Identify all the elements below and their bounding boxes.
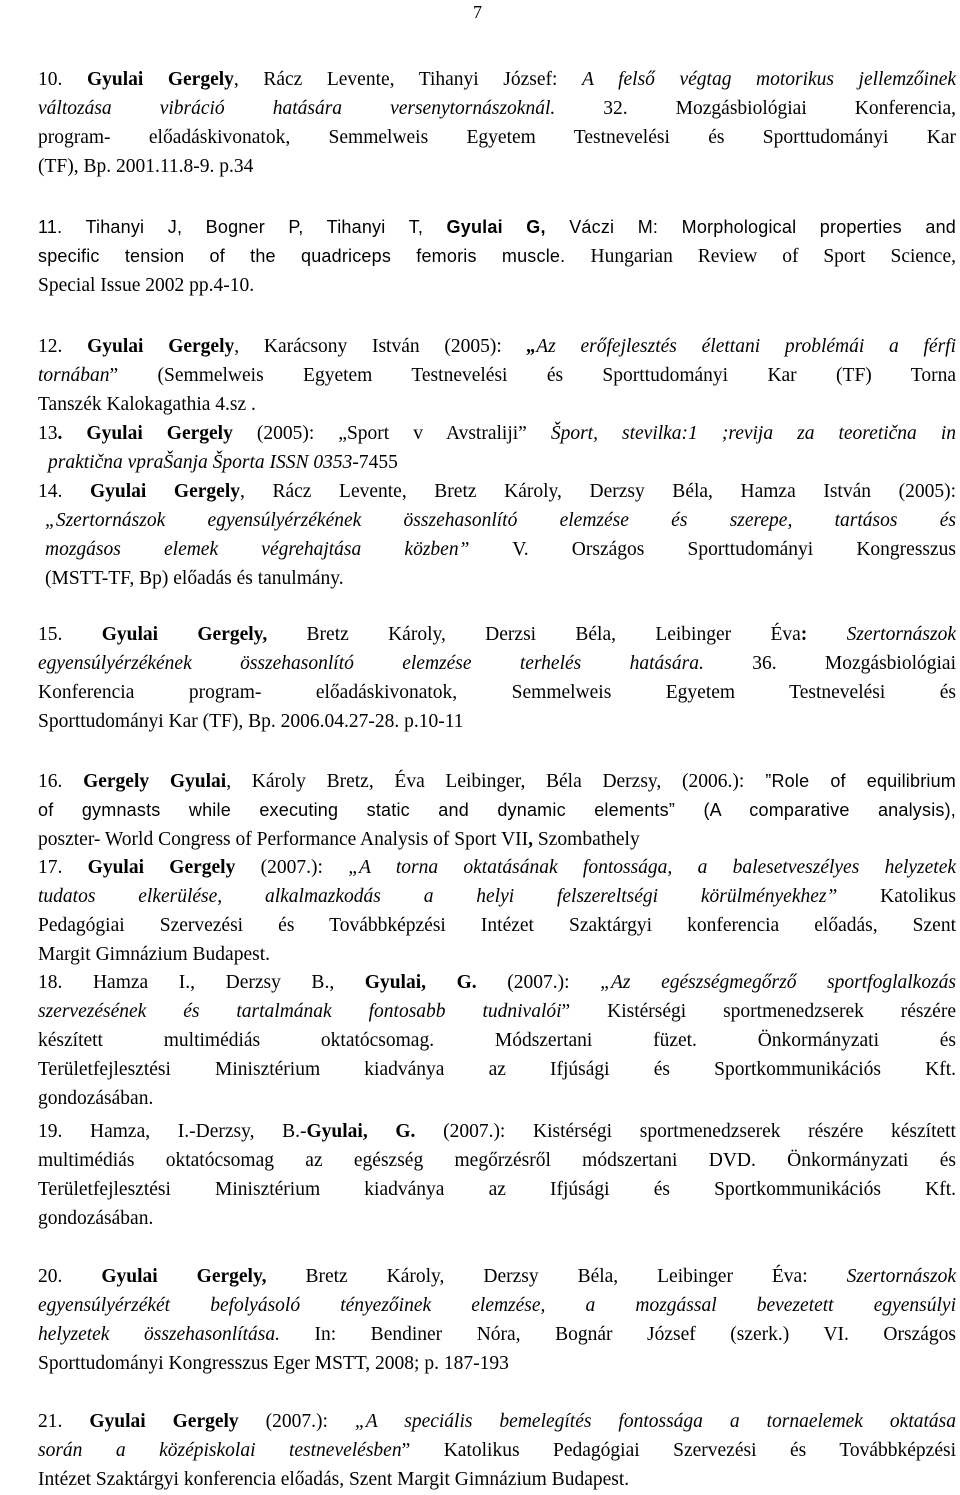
reference-line xyxy=(38,825,956,854)
reference-line xyxy=(38,1175,956,1204)
reference-line xyxy=(38,1204,956,1233)
reference-line xyxy=(38,649,956,678)
reference-entry xyxy=(38,213,956,300)
text-run: 20. xyxy=(38,1266,102,1287)
text-run: „Szertornászok egyensúlyérzékének összehasonlító elemzése és szerepe, tartásos és xyxy=(45,510,956,531)
text-run: Gergely Gyulai xyxy=(83,771,227,792)
text-run: (2007.): Kistérségi sportmenedzserek részére készített xyxy=(415,1121,956,1142)
text-run: Gyulai Gergely, xyxy=(101,624,268,645)
reference-line xyxy=(38,213,956,242)
reference-line xyxy=(38,419,956,448)
reference-line xyxy=(38,678,956,707)
text-run: „A speciális bemelegítés fontossága a tornaelemek oktatása xyxy=(354,1411,956,1432)
reference-line xyxy=(38,1262,956,1291)
text-run: ”Role of equilibrium xyxy=(744,771,957,791)
text-run: változása vibráció hatására versenytornászoknál. xyxy=(38,98,556,119)
text-run: (MSTT-TF, Bp) előadás és tanulmány. xyxy=(45,568,344,589)
reference-line xyxy=(38,1117,956,1146)
reference-line xyxy=(38,1055,956,1084)
text-run: Sporttudományi Kar (TF), Bp. 2006.04.27-28. p.10-11 xyxy=(38,711,464,732)
page-number: 7 xyxy=(473,2,482,22)
text-run: ” Kistérségi sportmenedzserek részére xyxy=(561,1001,956,1022)
text-run: Az erőfejlesztés élettani problémái a férfi xyxy=(536,336,956,357)
text-run: Szertornászok xyxy=(807,624,957,645)
reference-line xyxy=(38,1407,956,1436)
text-run: tudatos elkerülése, alkalmazkodás a helyi felszereltségi körülményekhez” xyxy=(38,886,838,907)
reference-entry xyxy=(38,1262,956,1378)
reference-entry xyxy=(38,65,956,181)
text-run: (TF), Bp. 2001.11.8-9. p.34 xyxy=(38,156,254,177)
text-run: Tanszék Kalokagathia 4.sz . xyxy=(38,394,256,415)
text-run: (2005): „Sport v Avstraliji” xyxy=(232,423,551,444)
text-run: Területfejlesztési Minisztérium kiadványa az Ifjúsági és Sportkommunikációs Kft. xyxy=(38,1179,956,1200)
text-run: Bretz Károly, Derzsy Béla, Leibinger Éva: xyxy=(266,1266,847,1287)
text-run: In: Bendiner Nóra, Bognár József (szerk.) VI. Országos xyxy=(279,1324,956,1345)
text-run: 7455 xyxy=(358,452,398,473)
reference-line xyxy=(38,506,956,535)
reference-line xyxy=(38,796,956,825)
reference-line xyxy=(38,911,956,940)
text-run: 11. Tihanyi J, Bogner P, Tihanyi T, xyxy=(38,217,447,237)
text-run: 10. xyxy=(38,69,87,90)
text-run: Szombathely xyxy=(533,829,640,850)
text-run: helyzetek összehasonlítása. xyxy=(38,1324,280,1345)
text-run: készített multimédiás oktatócsomag. Módszertani füzet. Önkormányzati és xyxy=(38,1030,956,1051)
text-run: 32. Mozgásbiológiai Konferencia, xyxy=(555,98,956,119)
text-run: , Rácz Levente, Bretz Károly, Derzsy Béla, Hamza István (2005): xyxy=(239,481,956,502)
text-run: 13 xyxy=(38,423,58,444)
reference-line xyxy=(38,242,956,271)
text-run: 16. xyxy=(38,771,84,792)
reference-entry xyxy=(38,1117,956,1233)
text-run: 36. Mozgásbiológiai xyxy=(703,653,956,674)
text-run: tornában xyxy=(38,365,110,386)
text-run: 15. xyxy=(38,624,102,645)
text-run: Gyulai, G. xyxy=(364,972,477,993)
reference-line xyxy=(38,707,956,736)
text-run: egyensúlyérzékét befolyásoló tényezőinek elemzése, a mozgással bevezetett egyensúlyi xyxy=(38,1295,956,1316)
text-run: Váczi M: Morphological properties and xyxy=(545,217,956,237)
text-run: multimédiás oktatócsomag az egészség megőrzésről módszertani DVD. Önkormányzati és xyxy=(38,1150,956,1171)
reference-line xyxy=(38,535,956,564)
reference-line xyxy=(38,271,956,300)
reference-entry xyxy=(38,767,956,854)
text-run: , Karácsony István (2005): xyxy=(234,336,527,357)
text-run: . Gyulai Gergely xyxy=(57,423,233,444)
reference-line xyxy=(38,448,956,477)
reference-line xyxy=(38,1436,956,1465)
text-run: ” Katolikus Pedagógiai Szervezési és Továbbképzési xyxy=(401,1440,956,1461)
text-run: Gyulai Gergely xyxy=(89,1411,239,1432)
text-run: (2007.): xyxy=(238,1411,355,1432)
text-run: „Az egészségmegőrző sportfoglalkozás xyxy=(600,972,956,993)
text-run: gondozásában. xyxy=(38,1208,154,1229)
text-run: gondozásában. xyxy=(38,1088,154,1109)
reference-entry xyxy=(38,853,956,969)
text-run: 17. xyxy=(38,857,88,878)
reference-line xyxy=(38,1026,956,1055)
text-run: során a középiskolai testnevelésben xyxy=(38,1440,402,1461)
reference-line xyxy=(38,361,956,390)
text-run: : xyxy=(800,624,808,645)
text-run: 14. xyxy=(38,481,90,502)
reference-line xyxy=(38,940,956,969)
text-run: Pedagógiai Szervezési és Továbbképzési Intézet Szaktárgyi konferencia előadás, Szent xyxy=(38,915,956,936)
text-run: Szertornászok xyxy=(846,1266,957,1287)
reference-line xyxy=(38,1465,956,1494)
reference-line xyxy=(38,332,956,361)
text-run: Special Issue 2002 pp.4-10. xyxy=(38,275,255,296)
reference-line xyxy=(38,564,956,593)
text-run: Katolikus xyxy=(837,886,956,907)
text-run: Sporttudományi Kongresszus Eger MSTT, 2008; p. 187-193 xyxy=(38,1353,509,1374)
reference-line xyxy=(38,767,956,796)
text-run: Hungarian Review of Sport Science, xyxy=(590,246,956,267)
text-run: (2007.): xyxy=(476,972,601,993)
text-run: Területfejlesztési Minisztérium kiadványa az Ifjúsági és Sportkommunikációs Kft. xyxy=(38,1059,956,1080)
text-run: , Rácz Levente, Tihanyi József: xyxy=(233,69,582,90)
reference-line xyxy=(38,853,956,882)
text-run: Gyulai G, xyxy=(446,217,546,237)
reference-line xyxy=(38,1084,956,1113)
reference-line xyxy=(38,1146,956,1175)
text-run: poszter- World Congress of Performance Analysis of Sport VII xyxy=(38,829,529,850)
reference-line xyxy=(38,390,956,419)
reference-line xyxy=(38,152,956,181)
reference-entry xyxy=(38,968,956,1113)
text-run: A felső végtag motorikus jellemzőinek xyxy=(581,69,957,90)
reference-line xyxy=(38,968,956,997)
text-run: Gyulai Gergely, xyxy=(101,1266,267,1287)
text-run: Gyulai Gergely xyxy=(86,69,234,90)
reference-entry xyxy=(38,1407,956,1494)
text-run: „ xyxy=(526,336,537,357)
reference-entry xyxy=(38,419,956,477)
text-run: Gyulai Gergely xyxy=(87,857,236,878)
reference-line xyxy=(38,123,956,152)
text-run: , Károly Bretz, Éva Leibinger, Béla Derzsy, (2006.): xyxy=(226,771,745,792)
text-run: praktična vpraŠanja Športa ISSN 0353- xyxy=(48,452,359,473)
text-run: Margit Gimnázium Budapest. xyxy=(38,944,270,965)
text-run: Konferencia program- előadáskivonatok, Semmelweis Egyetem Testnevelési és xyxy=(38,682,956,703)
reference-entry xyxy=(38,620,956,736)
text-run: , xyxy=(528,829,534,850)
reference-line xyxy=(38,65,956,94)
reference-line xyxy=(38,477,956,506)
text-run: szervezésének és tartalmának fontosabb tudnivalói xyxy=(38,1001,562,1022)
text-run: specific tension of the quadriceps femoris muscle. xyxy=(38,246,591,266)
reference-line xyxy=(38,997,956,1026)
text-run: Šport, stevilka:1 ;revija za teoretična in xyxy=(550,423,957,444)
text-run: „A torna oktatásának fontossága, a balesetveszélyes helyzetek xyxy=(348,857,957,878)
reference-line xyxy=(38,1320,956,1349)
text-run: Intézet Szaktárgyi konferencia előadás, Szent Margit Gimnázium Budapest. xyxy=(38,1469,630,1490)
text-run: ” (Semmelweis Egyetem Testnevelési és Sporttudományi Kar (TF) Torna xyxy=(109,365,956,386)
text-run: mozgásos elemek végrehajtása közben” xyxy=(45,539,470,560)
text-run: of gymnasts while executing static and dynamic elements” (A comparative analysis), xyxy=(38,800,956,820)
text-run: Bretz Károly, Derzsi Béla, Leibinger Éva xyxy=(267,624,801,645)
reference-line xyxy=(38,1349,956,1378)
text-run: 19. Hamza, I.-Derzsy, B.- xyxy=(38,1121,307,1142)
text-run: 12. xyxy=(38,336,88,357)
text-run: Gyulai Gergely xyxy=(89,481,240,502)
text-run: Gyulai Gergely xyxy=(87,336,235,357)
text-run: V. Országos Sporttudományi Kongresszus xyxy=(469,539,956,560)
text-run: 21. xyxy=(38,1411,90,1432)
text-run: Gyulai, G. xyxy=(306,1121,416,1142)
reference-line xyxy=(38,620,956,649)
text-run: 18. Hamza I., Derzsy B., xyxy=(38,972,365,993)
text-run: egyensúlyérzékének összehasonlító elemzése terhelés hatására. xyxy=(38,653,704,674)
text-run: (2007.): xyxy=(235,857,349,878)
reference-line xyxy=(38,1291,956,1320)
text-run: program- előadáskivonatok, Semmelweis Egyetem Testnevelési és Sporttudományi Kar xyxy=(38,127,956,148)
reference-entry xyxy=(38,332,956,419)
reference-line xyxy=(38,94,956,123)
reference-entry xyxy=(38,477,956,593)
reference-line xyxy=(38,882,956,911)
